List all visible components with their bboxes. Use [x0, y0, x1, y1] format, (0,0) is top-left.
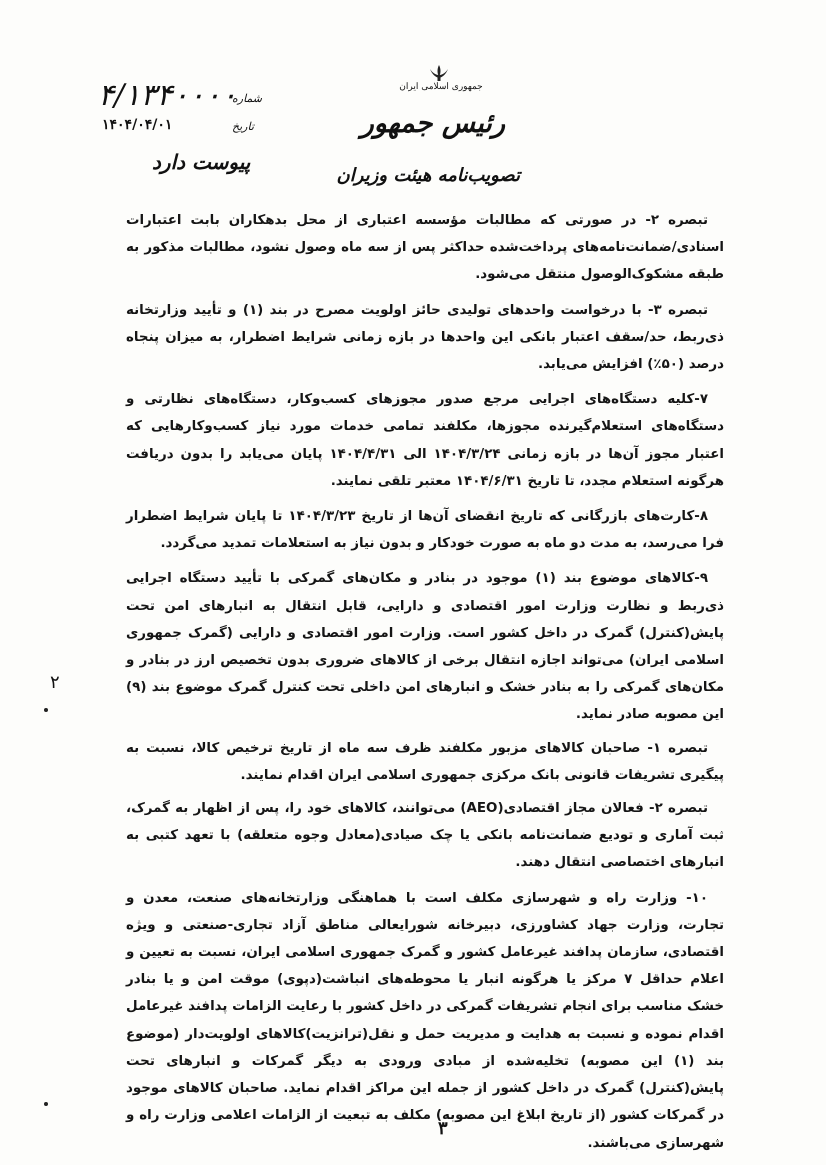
- paragraph-item-9-note-2: تبصره ۲- فعالان مجاز اقتصادی(AEO) می‌توانند، کالاهای خود را، پس از اظهار به گمرک، ثبت آماری و تودیع ضمانت‌نامه بانکی یا چک صیادی(معادل وجوه متعلقه) با تعهد کتبی به انبارهای اختصاصی انتقال دهند.: [126, 801, 724, 871]
- header-republic: جمهوری اسلامی ایران: [399, 82, 483, 92]
- margin-mark: ۲: [50, 672, 60, 693]
- paragraph-item-8: ۸-کارت‌های بازرگانی که تاریخ انقضای آن‌ها از تاریخ ۱۴۰۴/۳/۲۳ تا پایان شرایط اضطرار فرا می‌رسد، به مدت دو ماه به صورت خودکار و بدون نیاز به استعلامات تمدید می‌گردد.: [126, 509, 724, 552]
- document-body: [126, 207, 724, 1165]
- header-decree-title: تصویب‌نامه هیئت وزیران: [336, 165, 520, 186]
- paragraph-item-10: ۱۰- وزارت راه و شهرسازی مکلف است با هماهنگی وزارتخانه‌های صنعت، معدن و تجارت، وزارت جهاد کشاورزی، دبیرخانه شورایعالی مناطق آزاد تجاری-صنعتی و ویژه اقتصادی، سازمان پدافند غیرعامل کشور و گمرک جمهوری اسلامی ایران، نسبت به تعیین و اعلام حداقل ۷ مرکز یا هرگونه انبار یا محوطه‌های انباشت(دپوی) موقت امن و یا بنادر خشک مناسب برای انجام تشریفات گمرکی در داخل کشور با رعایت الزامات پدافند غیرعامل اقدام نموده و نسبت به هدایت و مدیریت حمل و نقل(ترانزیت)کالاهای اولویت‌دار (موضوع بند (۱) این مصوبه) تخلیه‌شده از مبادی ورودی به دیگر گمرکات و انبارهای تحت پایش(کنترل) گمرک در داخل کشور از جمله این مراکز اقدام نماید. صاحبان کالاهای موجود در گمرکات کشور (از تاریخ ابلاغ این مصوبه) مکلف به تبعیت از الزامات اعلامی وزارت راه و شهرسازی می‌باشند.: [126, 890, 724, 1151]
- scan-dot: [44, 1102, 48, 1106]
- page-number: ۳: [438, 1118, 448, 1139]
- scan-dot: [44, 708, 48, 712]
- registry-number: ۴/۱۳۴۰۰۰۰: [98, 78, 238, 113]
- registry-date: ۱۴۰۴/۰۴/۰۱: [102, 117, 173, 133]
- paragraph-note-3: تبصره ۳- با درخواست واحدهای تولیدی حائز اولویت مصرح در بند (۱) و تأیید وزارتخانه ذی‌ربط، حد/سقف اعتبار بانکی این واحدها در بازه زمانی شرایط اضطرار، به میزان پنجاه درصد (۵۰٪) افزایش می‌یابد.: [126, 302, 724, 373]
- header-president: رئیس جمهور: [360, 108, 505, 139]
- paragraph-note-2: تبصره ۲- در صورتی که مطالبات مؤسسه اعتباری از محل بدهکاران بابت اعتبارات اسنادی/ضمانت‌نامه‌های پرداخت‌شده حداکثر پس از سه ماه وصول نشود، مطالبات مذکور به طبقه مشکوک‌الوصول منتقل می‌شود.: [126, 213, 724, 283]
- registry-number-label: شماره: [232, 92, 263, 105]
- paragraph-item-9-note-1: تبصره ۱- صاحبان کالاهای مزبور مکلفند ظرف سه ماه از تاریخ ترخیص کالا، نسبت به پیگیری تشریفات قانونی بانک مرکزی جمهوری اسلامی ایران اقدام نمایند.: [126, 740, 724, 783]
- paragraph-item-7: ۷-کلیه دستگاه‌های اجرایی مرجع صدور مجوزهای کسب‌وکار، دستگاه‌های نظارتی و دستگاه‌های استعلام‌گیرنده مجوزها، مکلفند تمامی خدمات مورد نیاز کسب‌وکارهایی که اعتبار مجوز آن‌ها در بازه زمانی ۱۴۰۴/۳/۲۴ الی ۱۴۰۴/۴/۳۱ پایان می‌یابد را بدون دریافت هرگونه استعلام مجدد، تا تاریخ ۱۴۰۴/۶/۳۱ معتبر تلقی نمایند.: [126, 392, 724, 489]
- registry-date-label: تاریخ: [232, 120, 254, 133]
- annex-note: پیوست دارد: [152, 150, 251, 174]
- paragraph-item-9: ۹-کالاهای موضوع بند (۱) موجود در بنادر و مکان‌های گمرکی با تأیید دستگاه اجرایی ذی‌ربط و نظارت وزارت امور اقتصادی و دارایی، قابل انتقال به انبارهای امن تحت پایش(کنترل) گمرک در داخل کشور است. وزارت امور اقتصادی و دارایی (گمرک جمهوری اسلامی ایران) می‌تواند اجازه انتقال برخی از کالاهای ضروری بدون تخصیص ارز در بنادر و مکان‌های گمرکی را به بنادر خشک و انبارهای امن داخلی تحت کنترل گمرک موضوع بند (۹) این مصوبه صادر نماید.: [126, 571, 724, 723]
- iran-emblem-icon: [424, 64, 454, 82]
